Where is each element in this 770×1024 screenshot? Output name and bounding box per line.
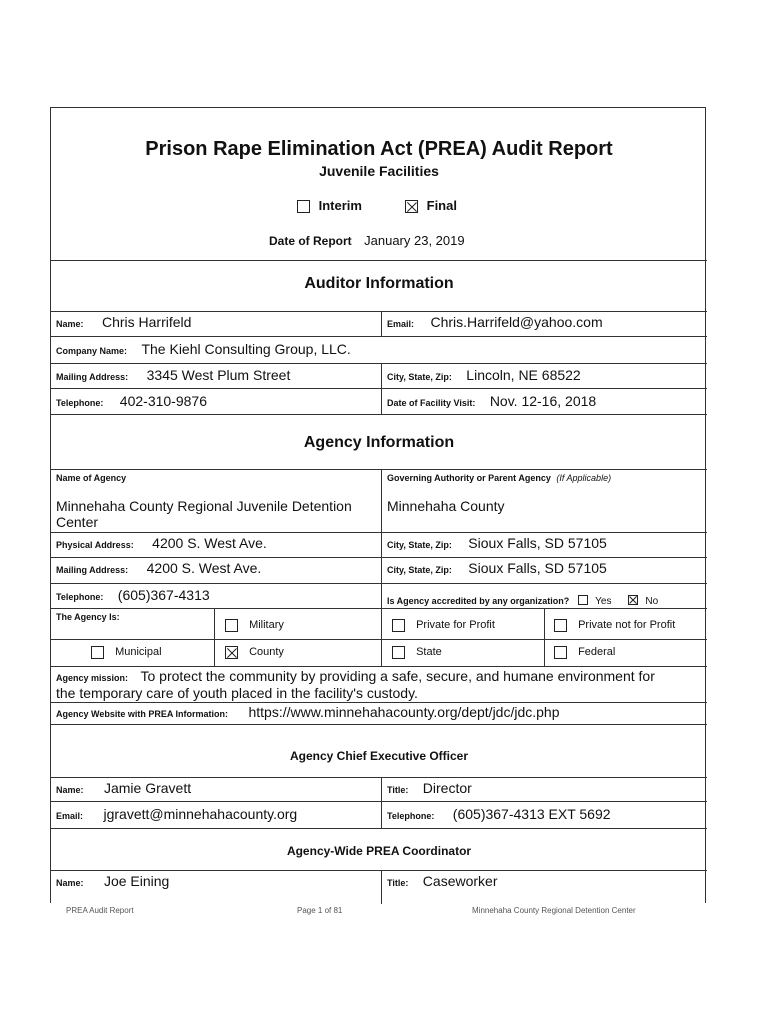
agency-website-link[interactable]: https://www.minnehahacounty.org/dept/jdc/jdc.php <box>248 704 560 720</box>
military-label: Military <box>249 619 284 632</box>
governing-note: (If Applicable) <box>556 473 612 483</box>
footer-right: Minnehaha County Regional Detention Center <box>472 906 636 915</box>
agency-mission-label: Agency mission: <box>56 673 129 683</box>
physical-address-value: 4200 S. West Ave. <box>152 535 267 551</box>
physical-city-value: Sioux Falls, SD 57105 <box>468 535 607 551</box>
final-option <box>405 198 457 213</box>
auditor-mailing-label: Mailing Address: <box>56 372 129 382</box>
county-option <box>225 646 284 659</box>
interim-label: Interim <box>318 198 362 213</box>
auditor-company <box>56 341 351 359</box>
state-checkbox[interactable] <box>392 646 405 659</box>
coordinator-name <box>56 873 169 891</box>
federal-option <box>554 646 615 659</box>
date-of-report <box>269 232 465 250</box>
coordinator-title-value: Caseworker <box>422 873 498 889</box>
federal-label: Federal <box>578 646 616 659</box>
ceo-name-value: Jamie Gravett <box>103 780 192 796</box>
date-of-report-value: January 23, 2019 <box>364 233 465 248</box>
municipal-label: Municipal <box>115 646 162 659</box>
governing-label <box>387 473 611 483</box>
agency-is-label: The Agency Is: <box>56 612 120 622</box>
ceo-phone <box>387 806 611 824</box>
ceo-email-value: jgravett@minnehahacounty.org <box>103 806 298 822</box>
agency-website <box>56 704 560 722</box>
agency-mission <box>56 668 655 686</box>
coordinator-title-label: Title: <box>387 878 409 888</box>
agency-phone <box>56 587 210 605</box>
auditor-email-value: Chris.Harrifeld@yahoo.com <box>430 314 603 330</box>
physical-city <box>387 535 607 553</box>
private-profit-label: Private for Profit <box>416 619 495 632</box>
footer-left: PREA Audit Report <box>66 906 134 915</box>
auditor-visit-label: Date of Facility Visit: <box>387 398 476 408</box>
private-profit-option <box>392 619 495 632</box>
coordinator-name-label: Name: <box>56 878 84 888</box>
agency-name-value-1: Minnehaha County Regional Juvenile Detention <box>56 498 352 514</box>
footer-page-number: Page 1 of 81 <box>297 906 343 915</box>
municipal-checkbox[interactable] <box>91 646 104 659</box>
interim-checkbox[interactable] <box>297 200 310 213</box>
coordinator-title <box>387 873 498 891</box>
auditor-company-label: Company Name: <box>56 346 128 356</box>
state-label: State <box>416 646 442 659</box>
ceo-section-title: Agency Chief Executive Officer <box>289 749 469 763</box>
auditor-mailing-value: 3345 West Plum Street <box>146 367 291 383</box>
auditor-visit <box>387 393 596 411</box>
agency-mailing-value: 4200 S. West Ave. <box>146 560 262 576</box>
ceo-email <box>56 806 297 824</box>
auditor-city <box>387 367 581 385</box>
ceo-phone-value: (605)367-4313 EXT 5692 <box>452 806 611 822</box>
ceo-email-label: Email: <box>56 811 84 821</box>
agency-mailing <box>56 560 261 578</box>
agency-section-title: Agency Information <box>303 434 455 451</box>
accredited-no-label: No <box>645 596 659 607</box>
auditor-email <box>387 314 603 332</box>
auditor-visit-value: Nov. 12-16, 2018 <box>489 393 597 409</box>
federal-checkbox[interactable] <box>554 646 567 659</box>
agency-name-value-2: Center <box>56 514 99 530</box>
agency-phone-value: (605)367-4313 <box>117 587 210 603</box>
auditor-section-title: Auditor Information <box>304 275 454 292</box>
private-nonprofit-label: Private not for Profit <box>578 619 676 632</box>
governing-label-text: Governing Authority or Parent Agency <box>387 473 551 483</box>
ceo-name-label: Name: <box>56 785 84 795</box>
state-option <box>392 646 442 659</box>
private-nonprofit-checkbox[interactable] <box>554 619 567 632</box>
auditor-company-value: The Kiehl Consulting Group, LLC. <box>141 341 351 357</box>
agency-name-label: Name of Agency <box>56 473 127 483</box>
agency-mailing-label: Mailing Address: <box>56 565 129 575</box>
auditor-city-value: Lincoln, NE 68522 <box>466 367 581 383</box>
accredited-label: Is Agency accredited by any organization? <box>387 596 570 606</box>
report-form <box>50 107 706 903</box>
accredited-no-checkbox[interactable] <box>628 595 638 605</box>
ceo-title-label: Title: <box>387 785 409 795</box>
auditor-email-label: Email: <box>387 319 415 329</box>
coordinator-section-title: Agency-Wide PREA Coordinator <box>286 844 472 858</box>
agency-phone-label: Telephone: <box>56 592 104 602</box>
accreditation <box>387 591 658 609</box>
ceo-name <box>56 780 191 798</box>
physical-city-label: City, State, Zip: <box>387 540 452 550</box>
interim-option <box>297 198 362 213</box>
final-label: Final <box>426 198 457 213</box>
auditor-phone-value: 402-310-9876 <box>119 393 207 409</box>
auditor-name-value: Chris Harrifeld <box>101 314 192 330</box>
accredited-yes-checkbox[interactable] <box>578 595 588 605</box>
auditor-city-label: City, State, Zip: <box>387 372 452 382</box>
final-checkbox[interactable] <box>405 200 418 213</box>
military-checkbox[interactable] <box>225 619 238 632</box>
report-title: Prison Rape Elimination Act (PREA) Audit Report <box>145 138 613 160</box>
auditor-mailing <box>56 367 290 385</box>
ceo-title <box>387 780 472 798</box>
accredited-yes-label: Yes <box>595 596 612 607</box>
physical-address-label: Physical Address: <box>56 540 134 550</box>
agency-mission-line-2: the temporary care of youth placed in the facility's custody. <box>56 685 418 701</box>
private-profit-checkbox[interactable] <box>392 619 405 632</box>
physical-address <box>56 535 267 553</box>
ceo-phone-label: Telephone: <box>387 811 435 821</box>
municipal-option <box>91 646 162 659</box>
agency-mailing-city-label: City, State, Zip: <box>387 565 452 575</box>
county-checkbox[interactable] <box>225 646 238 659</box>
report-subtitle: Juvenile Facilities <box>319 163 439 179</box>
county-label: County <box>249 646 284 659</box>
auditor-phone-label: Telephone: <box>56 398 104 408</box>
date-of-report-label: Date of Report <box>269 234 352 248</box>
military-option <box>225 619 284 632</box>
ceo-title-value: Director <box>422 780 472 796</box>
coordinator-name-value: Joe Eining <box>103 873 170 889</box>
agency-website-label: Agency Website with PREA Information: <box>56 709 229 719</box>
agency-mission-line-1: To protect the community by providing a safe, secure, and humane environment for <box>140 668 655 684</box>
governing-value: Minnehaha County <box>387 498 505 514</box>
auditor-name <box>56 314 191 332</box>
private-nonprofit-option <box>554 619 675 632</box>
auditor-phone <box>56 393 207 411</box>
agency-mailing-city-value: Sioux Falls, SD 57105 <box>468 560 607 576</box>
auditor-name-label: Name: <box>56 319 84 329</box>
agency-mailing-city <box>387 560 607 578</box>
